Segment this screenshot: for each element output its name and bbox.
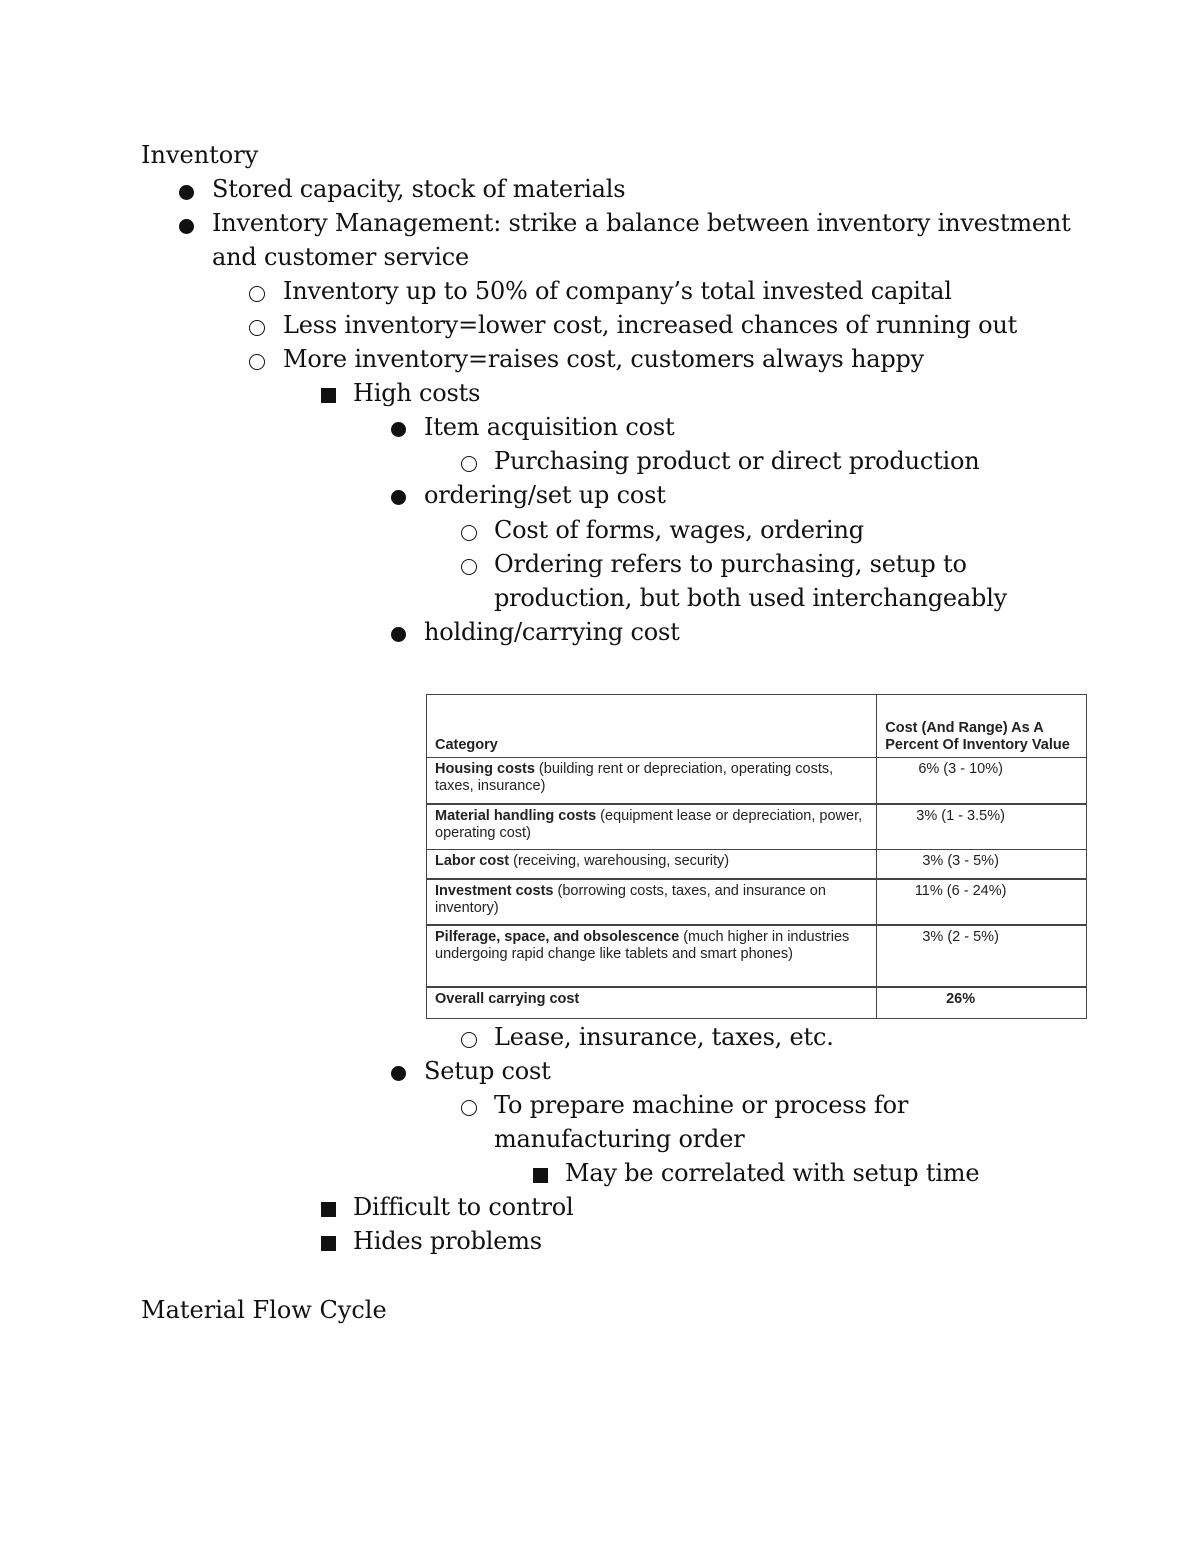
list-item-continuation: and customer service [212,243,470,271]
list-item-continuation: production, but both used interchangeably [494,584,1008,612]
disc-bullet-icon [179,219,194,234]
circle-bullet-icon [461,525,477,541]
cell-category-detail: (building rent or depreciation, operating costs, taxes, insurance) [435,761,834,794]
circle-bullet-icon [249,286,265,302]
list-item-continuation: manufacturing order [494,1125,745,1153]
cell-value: 3% (3 - 5%) [877,850,1087,879]
total-label: Overall carrying cost [435,990,580,1007]
circle-bullet-icon [249,354,265,370]
list-item: Ordering refers to purchasing, setup to [494,550,967,578]
list-item: Item acquisition cost [424,413,675,441]
list-item: May be correlated with setup time [565,1159,980,1187]
disc-bullet-icon [179,185,194,200]
list-item: Stored capacity, stock of materials [212,175,626,203]
list-item: ordering/set up cost [424,481,666,509]
cell-category [427,758,877,804]
cell-value: 11% (6 - 24%) [877,879,1087,925]
cell-total-label [427,987,877,1019]
table-row [427,925,1087,987]
square-bullet-icon [321,388,336,403]
cell-category-name: Housing costs [435,761,535,777]
cell-category [427,850,877,879]
cell-category-detail: (receiving, warehousing, security) [509,853,730,869]
list-item: holding/carrying cost [424,618,680,646]
table-row [427,804,1087,850]
disc-bullet-icon [391,627,406,642]
table-row [427,758,1087,804]
cell-category [427,804,877,850]
cell-total-value [877,987,1087,1019]
list-item: Difficult to control [353,1193,574,1221]
cell-category-name: Material handling costs [435,807,597,824]
list-item: To prepare machine or process for [494,1091,909,1119]
cell-value: 3% (1 - 3.5%) [877,804,1087,850]
table-total-row [427,987,1087,1019]
circle-bullet-icon [461,1100,477,1116]
table-row [427,850,1087,879]
cell-category-name: Investment costs [435,882,554,899]
disc-bullet-icon [391,422,406,437]
carrying-cost-table [426,694,1087,1019]
cell-value: 6% (3 - 10%) [877,758,1087,804]
cell-category [427,925,877,987]
disc-bullet-icon [391,1066,406,1081]
list-item: High costs [353,379,481,407]
list-item: Cost of forms, wages, ordering [494,516,864,544]
list-item: Setup cost [424,1057,551,1085]
list-item: Inventory up to 50% of company’s total invested capital [283,277,952,305]
circle-bullet-icon [461,456,477,472]
list-item: Purchasing product or direct production [494,447,980,475]
square-bullet-icon [321,1236,336,1251]
square-bullet-icon [533,1168,548,1183]
list-item: Lease, insurance, taxes, etc. [494,1023,834,1051]
cell-category [427,879,877,925]
circle-bullet-icon [461,559,477,575]
cell-category-detail: (equipment lease or depreciation, power, operating cost) [435,807,863,841]
heading-inventory: Inventory [141,141,259,169]
cell-category-detail: (borrowing costs, taxes, and insurance on inventory) [435,882,826,916]
list-item: Hides problems [353,1227,542,1255]
total-value: 26% [946,990,976,1007]
cell-category-name: Labor cost [435,853,510,869]
header-category: Category [427,695,877,758]
disc-bullet-icon [391,490,406,505]
list-item: More inventory=raises cost, customers always happy [283,345,925,373]
cell-value: 3% (2 - 5%) [877,925,1087,987]
table-header-row [427,695,1087,758]
table-row [427,879,1087,925]
cell-category-name: Pilferage, space, and obsolescence [435,928,680,945]
circle-bullet-icon [249,320,265,336]
square-bullet-icon [321,1202,336,1217]
list-item: Less inventory=lower cost, increased chances of running out [283,311,1018,339]
header-cost: Cost (And Range) As A Percent Of Inventory Value [877,695,1087,758]
cell-category-detail: (much higher in industries undergoing rapid change like tablets and smart phones) [435,928,850,962]
circle-bullet-icon [461,1032,477,1048]
heading-material-flow-cycle: Material Flow Cycle [141,1296,387,1324]
list-item: Inventory Management: strike a balance between inventory investment [212,209,1071,237]
